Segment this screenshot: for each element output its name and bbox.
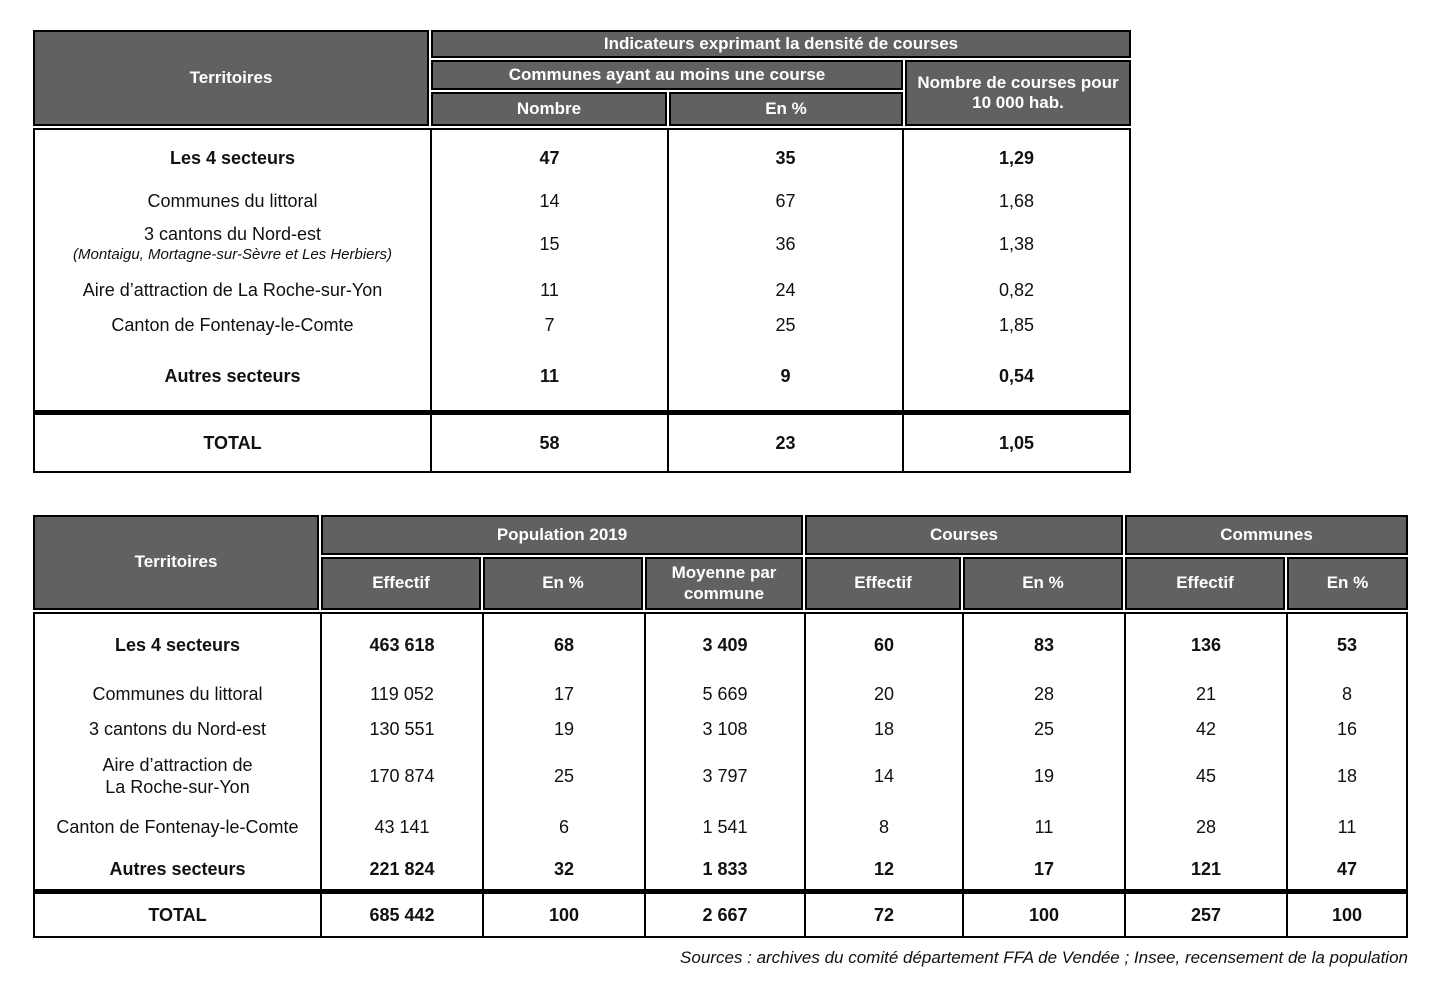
table1-header-pct: En % xyxy=(669,92,903,126)
territory-subtitle: (Montaigu, Mortagne-sur-Sèvre et Les Herbiers) xyxy=(72,245,393,263)
cell-pop-pct: 100 xyxy=(482,894,644,936)
cell-pop-effectif: 170 874 xyxy=(320,747,482,805)
table2-total-row xyxy=(33,891,1408,938)
cell-pop-effectif: 119 052 xyxy=(320,676,482,712)
table2-header-courses: Courses xyxy=(805,515,1123,555)
table-density-indicators xyxy=(33,30,1131,473)
cell-courses-pct: 28 xyxy=(962,676,1124,712)
cell-density: 0,54 xyxy=(902,342,1129,410)
cell-pop-pct: 19 xyxy=(482,712,644,747)
cell-communes-effectif: 257 xyxy=(1124,894,1286,936)
table-population-courses-communes xyxy=(33,515,1408,938)
table2-header-pop-pct: En % xyxy=(483,557,643,610)
territory-line2: La Roche-sur-Yon xyxy=(105,777,250,797)
cell-communes-pct: 47 xyxy=(1286,849,1406,889)
cell-nombre: 14 xyxy=(430,186,667,216)
cell-courses-effectif: 8 xyxy=(804,805,962,849)
cell-communes-pct: 53 xyxy=(1286,614,1406,676)
cell-territory: Les 4 secteurs xyxy=(169,147,296,168)
cell-communes-effectif: 121 xyxy=(1124,849,1286,889)
cell-pop-effectif: 130 551 xyxy=(320,712,482,747)
cell-communes-effectif: 45 xyxy=(1124,747,1286,805)
cell-territory: Communes du littoral xyxy=(147,190,318,211)
cell-territory: 3 cantons du Nord-est xyxy=(88,719,267,740)
source-note: Sources : archives du comité département FFA de Vendée ; Insee, recensement de la population xyxy=(680,948,1408,967)
cell-pct: 9 xyxy=(667,342,902,410)
cell-pct: 35 xyxy=(667,130,902,186)
table1-header xyxy=(33,30,1131,126)
table1-total-row xyxy=(33,412,1131,473)
cell-pop-moyenne: 1 833 xyxy=(644,849,804,889)
table2-header-courses-pct: En % xyxy=(963,557,1123,610)
table2-header xyxy=(33,515,1408,610)
table2-header-communes-pct: En % xyxy=(1287,557,1408,610)
cell-courses-effectif: 72 xyxy=(804,894,962,936)
cell-courses-effectif: 20 xyxy=(804,676,962,712)
cell-courses-pct: 83 xyxy=(962,614,1124,676)
cell-courses-pct: 17 xyxy=(962,849,1124,889)
cell-density: 1,29 xyxy=(902,130,1129,186)
table1-header-territoires: Territoires xyxy=(33,30,429,126)
cell-territory: Autres secteurs xyxy=(164,365,301,386)
cell-pop-effectif: 221 824 xyxy=(320,849,482,889)
cell-territory: Les 4 secteurs xyxy=(114,634,241,655)
cell-communes-pct: 16 xyxy=(1286,712,1406,747)
cell-nombre: 58 xyxy=(430,415,667,471)
table2-body xyxy=(33,612,1408,891)
cell-density: 1,68 xyxy=(902,186,1129,216)
cell-pct: 23 xyxy=(667,415,902,471)
table1-header-nombre: Nombre xyxy=(431,92,667,126)
table1-header-density: Nombre de courses pour 10 000 hab. xyxy=(905,60,1131,126)
table2-header-courses-effectif: Effectif xyxy=(805,557,961,610)
table1-header-communes-group: Communes ayant au moins une course xyxy=(431,60,903,90)
cell-pop-moyenne: 1 541 xyxy=(644,805,804,849)
cell-pct: 36 xyxy=(667,216,902,272)
table2-header-communes-effectif: Effectif xyxy=(1125,557,1285,610)
cell-communes-effectif: 136 xyxy=(1124,614,1286,676)
cell-nombre: 15 xyxy=(430,216,667,272)
cell-density: 1,38 xyxy=(902,216,1129,272)
cell-total-label: TOTAL xyxy=(148,904,207,925)
cell-territory: Communes du littoral xyxy=(92,683,263,704)
cell-courses-effectif: 18 xyxy=(804,712,962,747)
cell-pop-pct: 17 xyxy=(482,676,644,712)
cell-density: 1,85 xyxy=(902,308,1129,342)
cell-territory: Aire d’attraction de La Roche-sur-Yon xyxy=(82,279,383,300)
cell-density: 1,05 xyxy=(902,415,1129,471)
cell-pop-moyenne: 3 797 xyxy=(644,747,804,805)
cell-courses-effectif: 12 xyxy=(804,849,962,889)
table2-header-territoires: Territoires xyxy=(33,515,319,610)
cell-communes-pct: 11 xyxy=(1286,805,1406,849)
cell-courses-pct: 11 xyxy=(962,805,1124,849)
table2-header-communes: Communes xyxy=(1125,515,1408,555)
cell-courses-effectif: 14 xyxy=(804,747,962,805)
cell-communes-effectif: 28 xyxy=(1124,805,1286,849)
cell-pop-moyenne: 2 667 xyxy=(644,894,804,936)
cell-nombre: 7 xyxy=(430,308,667,342)
cell-pop-moyenne: 3 108 xyxy=(644,712,804,747)
cell-density: 0,82 xyxy=(902,272,1129,308)
cell-nombre: 11 xyxy=(430,342,667,410)
cell-pct: 24 xyxy=(667,272,902,308)
cell-courses-pct: 25 xyxy=(962,712,1124,747)
cell-communes-pct: 18 xyxy=(1286,747,1406,805)
table2-header-pop-effectif: Effectif xyxy=(321,557,481,610)
cell-pop-moyenne: 5 669 xyxy=(644,676,804,712)
cell-nombre: 11 xyxy=(430,272,667,308)
cell-total-label: TOTAL xyxy=(203,432,262,453)
cell-pop-effectif: 685 442 xyxy=(320,894,482,936)
table2-header-population: Population 2019 xyxy=(321,515,803,555)
table1-body xyxy=(33,128,1131,412)
cell-pop-pct: 68 xyxy=(482,614,644,676)
cell-pop-moyenne: 3 409 xyxy=(644,614,804,676)
cell-pop-pct: 6 xyxy=(482,805,644,849)
cell-courses-pct: 100 xyxy=(962,894,1124,936)
cell-territory: Aire d’attraction de La Roche-sur-Yon xyxy=(102,754,253,797)
table1-header-group-title: Indicateurs exprimant la densité de courses xyxy=(431,30,1131,58)
cell-territory: 3 cantons du Nord-est (Montaigu, Mortagne-sur-Sèvre et Les Herbiers) xyxy=(72,224,393,263)
table2-header-pop-moyenne: Moyenne par commune xyxy=(645,557,803,610)
cell-pop-effectif: 43 141 xyxy=(320,805,482,849)
cell-communes-pct: 100 xyxy=(1286,894,1406,936)
cell-territory: Canton de Fontenay-le-Comte xyxy=(56,816,299,837)
cell-pct: 67 xyxy=(667,186,902,216)
cell-territory: Autres secteurs xyxy=(109,858,246,879)
cell-courses-pct: 19 xyxy=(962,747,1124,805)
cell-nombre: 47 xyxy=(430,130,667,186)
cell-communes-effectif: 42 xyxy=(1124,712,1286,747)
cell-communes-pct: 8 xyxy=(1286,676,1406,712)
cell-pop-pct: 32 xyxy=(482,849,644,889)
cell-territory: Canton de Fontenay-le-Comte xyxy=(111,314,354,335)
cell-pop-effectif: 463 618 xyxy=(320,614,482,676)
cell-courses-effectif: 60 xyxy=(804,614,962,676)
cell-pct: 25 xyxy=(667,308,902,342)
cell-pop-pct: 25 xyxy=(482,747,644,805)
cell-communes-effectif: 21 xyxy=(1124,676,1286,712)
